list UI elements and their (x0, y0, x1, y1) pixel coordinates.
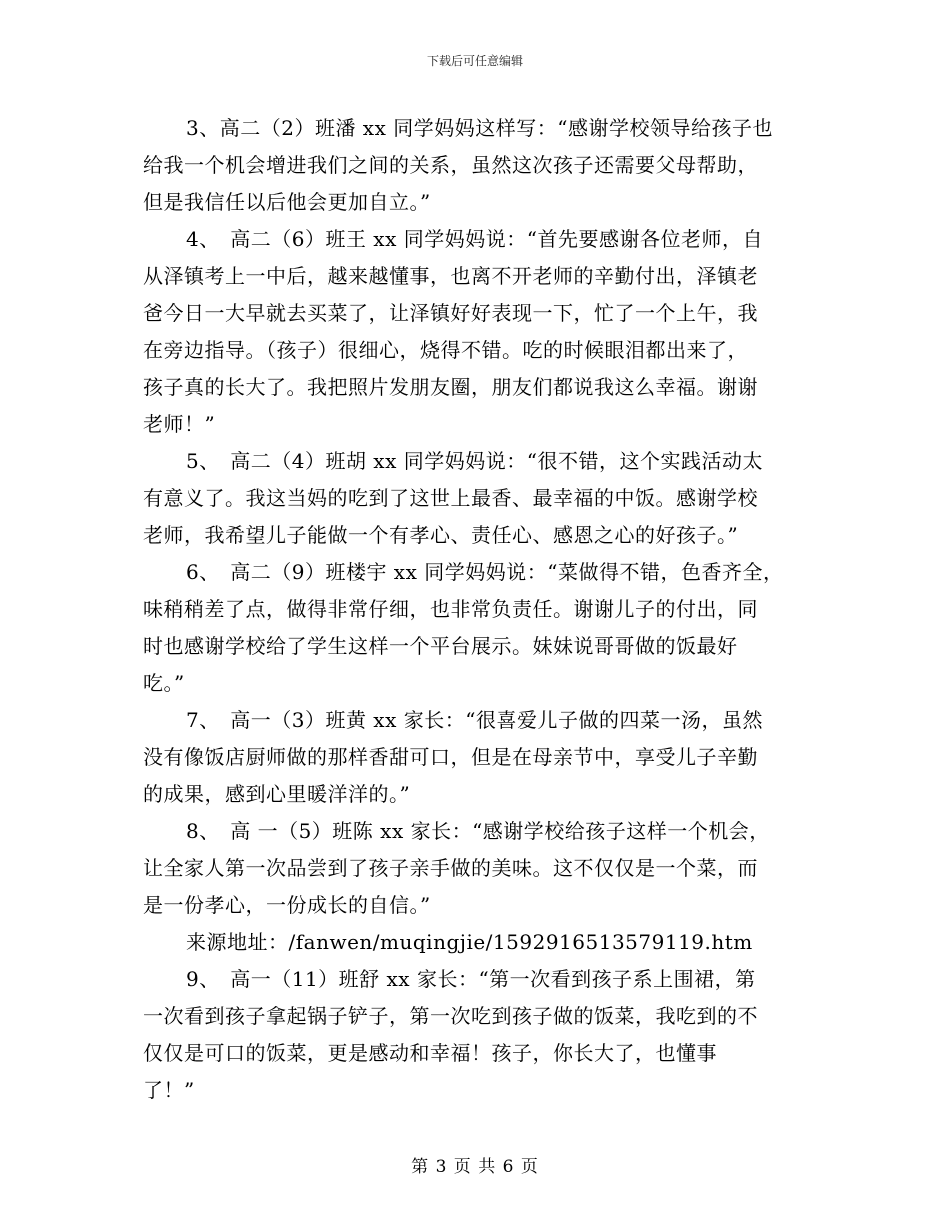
source-address-line: 来源地址：/fanwen/muqingjie/1592916513579119.htm (186, 930, 753, 954)
text-line: 让全家人第一次品尝到了孩子亲手做的美味。这不仅仅是一个菜，而 (143, 856, 758, 880)
text-line: 仅仅是可口的饭菜，更是感动和幸福！孩子，你长大了，也懂事 (143, 1041, 717, 1065)
text-line: 9、 高一（11）班舒 xx 家长：“第一次看到孩子系上围裙，第 (186, 967, 756, 991)
document-body (143, 110, 823, 1109)
text-line: 没有像饭店厨师做的那样香甜可口，但是在母亲节中，享受儿子辛勤 (143, 745, 758, 769)
text-line: 老师，我希望儿子能做一个有孝心、责任心、感恩之心的好孩子。” (143, 523, 739, 547)
text-line: 给我一个机会增进我们之间的关系，虽然这次孩子还需要父母帮助， (143, 153, 758, 177)
text-line: 爸今日一大早就去买菜了，让泽镇好好表现一下，忙了一个上午，我 (143, 301, 758, 325)
text-line: 3、高二（2）班潘 xx 同学妈妈这样写：“感谢学校领导给孩子也 (186, 116, 773, 140)
text-line: 有意义了。我这当妈的吃到了这世上最香、最幸福的中饭。感谢学校 (143, 486, 758, 510)
text-line: 8、 高 一（5）班陈 xx 家长：“感谢学校给孩子这样一个机会， (186, 819, 770, 843)
text-line: 4、 高二（6）班王 xx 同学妈妈说：“首先要感谢各位老师，自 (186, 227, 763, 251)
text-line: 6、 高二（9）班楼宇 xx 同学妈妈说：“菜做得不错，色香齐全， (186, 560, 784, 584)
text-line: 了！” (143, 1078, 195, 1102)
page-footer: 第 3 页 共 6 页 (411, 1157, 539, 1177)
text-line: 是一份孝心，一份成长的自信。” (143, 893, 431, 917)
text-line: 的成果，感到心里暖洋洋的。” (143, 782, 411, 806)
text-line: 时也感谢学校给了学生这样一个平台展示。妹妹说哥哥做的饭最好 (143, 634, 738, 658)
text-line: 孩子真的长大了。我把照片发朋友圈，朋友们都说我这么幸福。谢谢 (143, 375, 758, 399)
text-line: 5、 高二（4）班胡 xx 同学妈妈说：“很不错，这个实践活动太 (186, 449, 763, 473)
page-header: 下载后可任意编辑 (426, 54, 523, 68)
text-line: 吃。” (143, 671, 185, 695)
text-line: 7、 高一（3）班黄 xx 家长：“很喜爱儿子做的四菜一汤，虽然 (186, 708, 763, 732)
text-line: 在旁边指导。（孩子）很细心，烧得不错。吃的时候眼泪都出来了， (143, 338, 748, 362)
text-line: 但是我信任以后他会更加自立。” (143, 190, 431, 214)
text-line: 老师！” (143, 412, 216, 436)
text-line: 味稍稍差了点，做得非常仔细，也非常负责任。谢谢儿子的付出，同 (143, 597, 758, 621)
text-line: 从泽镇考上一中后，越来越懂事，也离不开老师的辛勤付出，泽镇老 (143, 264, 758, 288)
text-line: 一次看到孩子拿起锅子铲子，第一次吃到孩子做的饭菜，我吃到的不 (143, 1004, 758, 1028)
